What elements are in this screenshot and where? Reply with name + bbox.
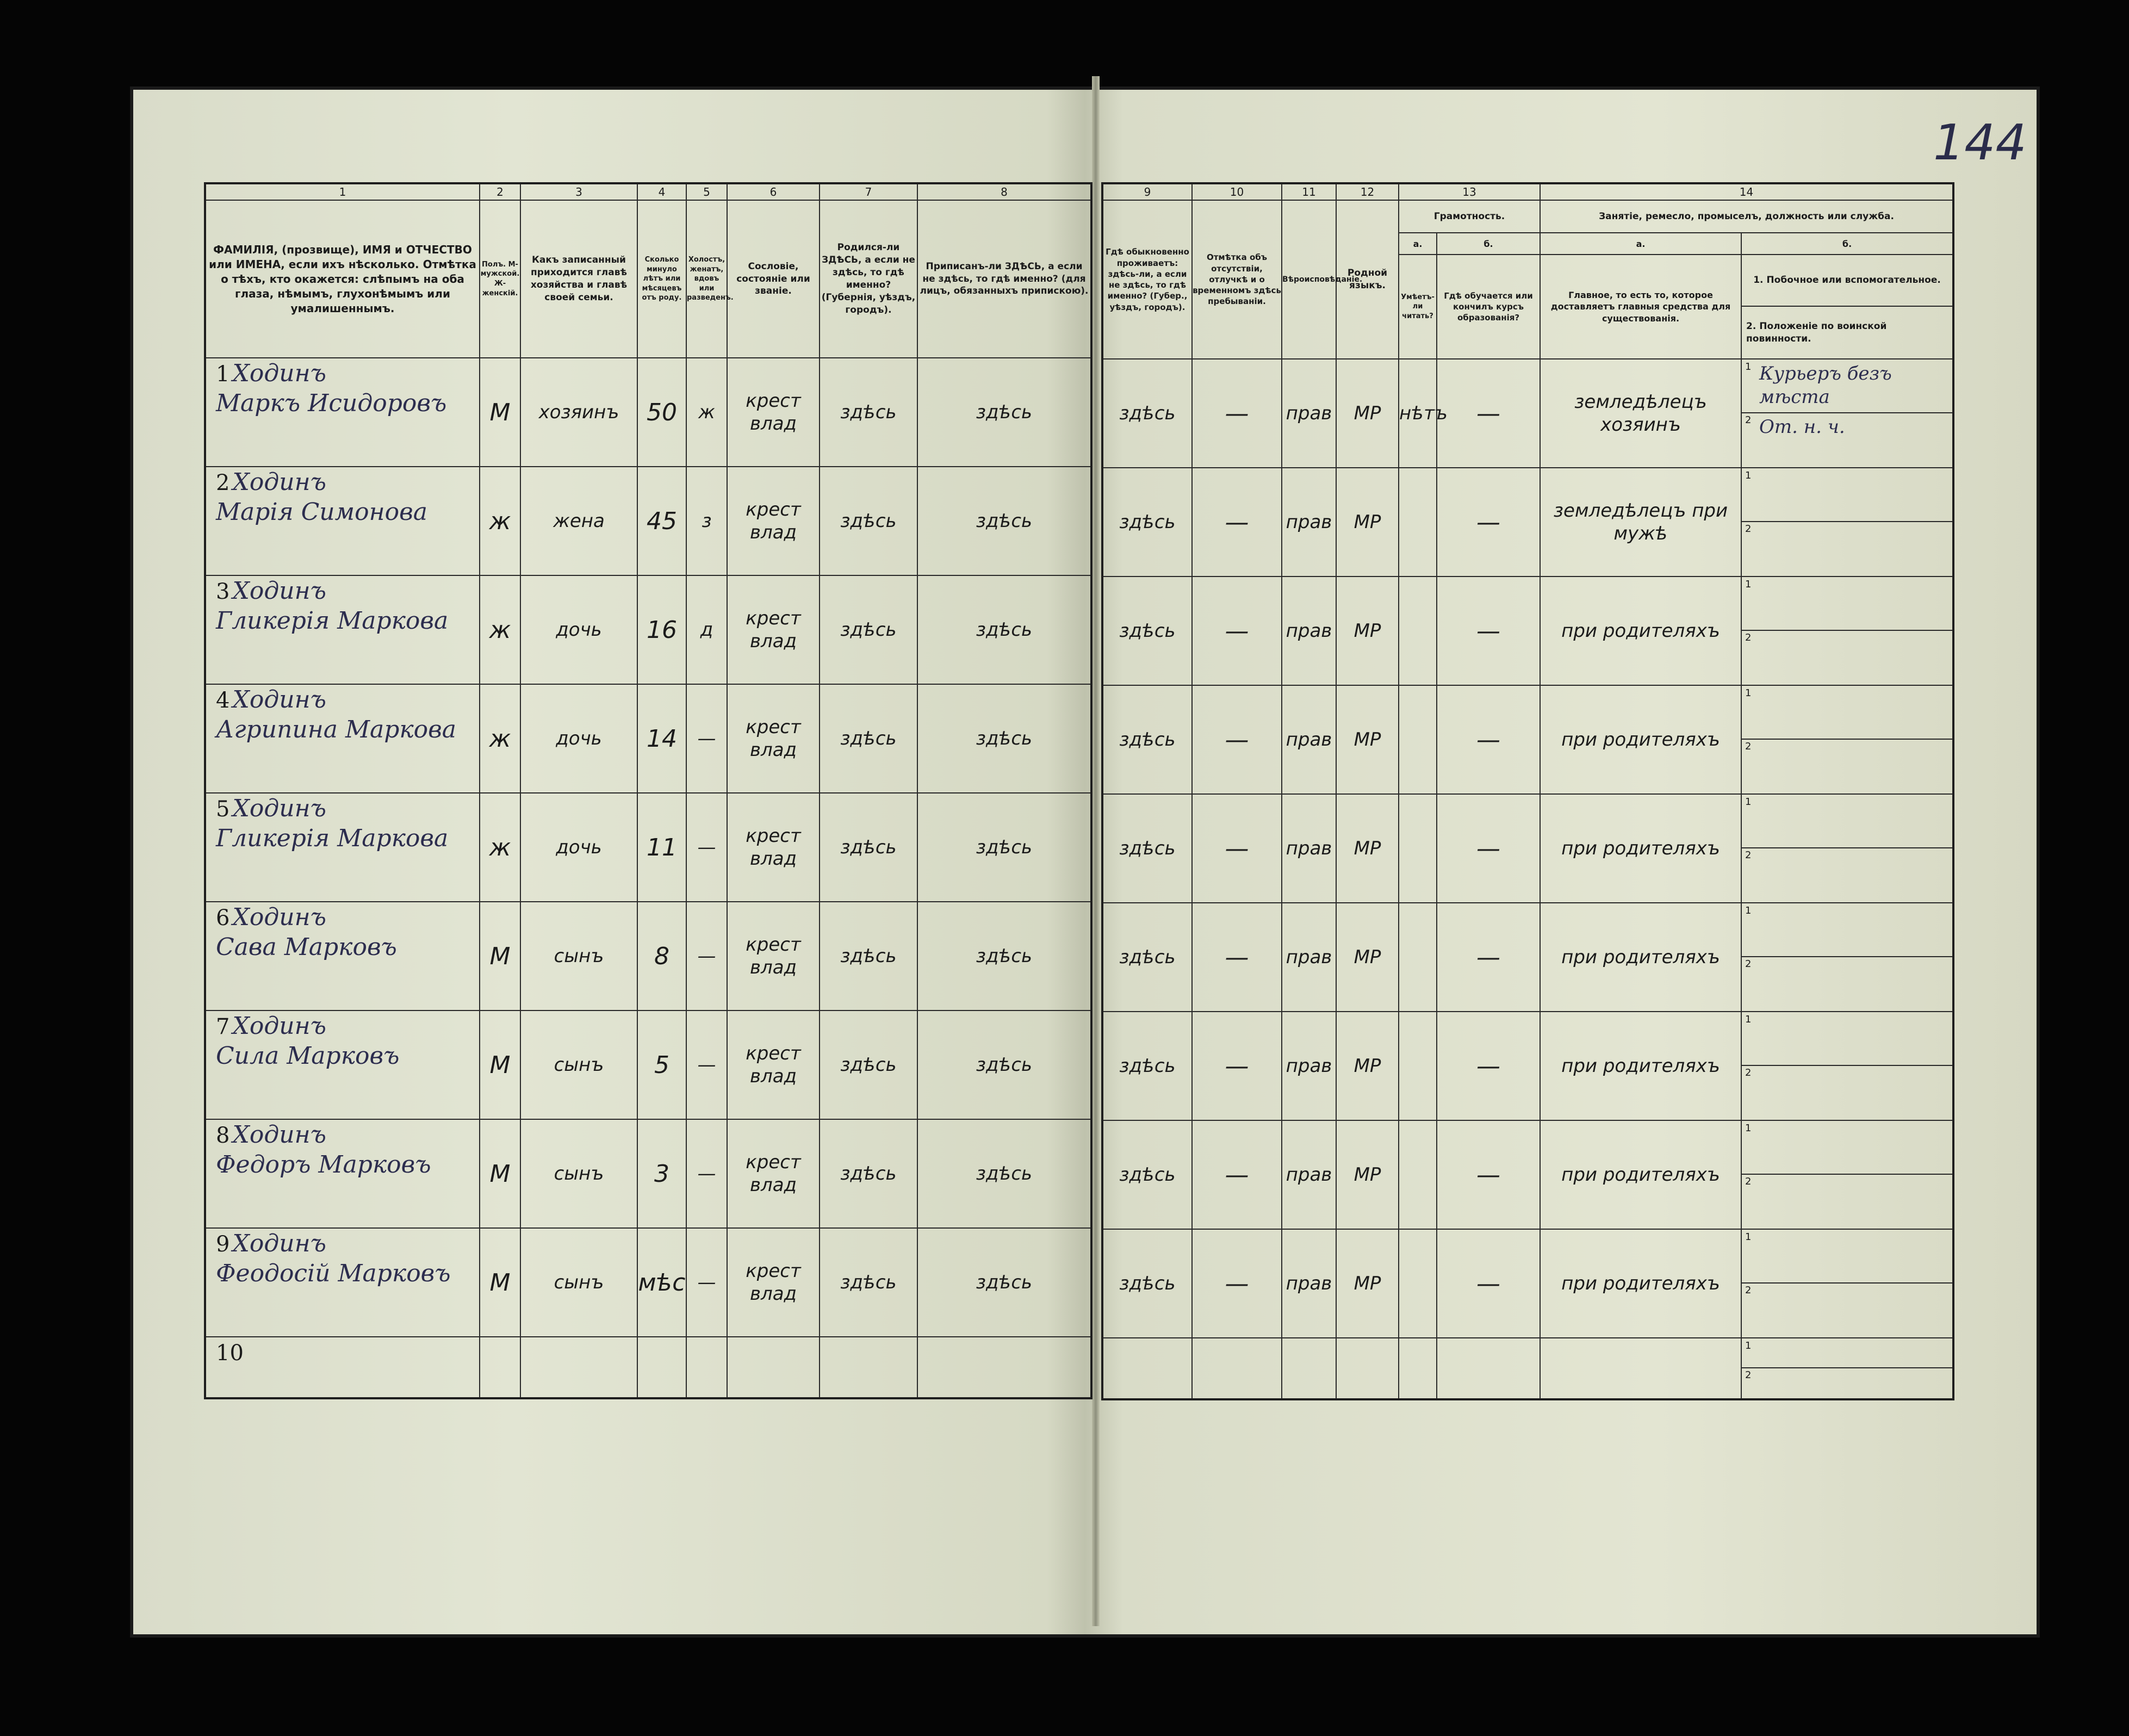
main-occupation: земледѣлецъ хозяинъ: [1540, 359, 1741, 468]
absence: —: [1192, 903, 1282, 1012]
sex: ж: [480, 684, 520, 793]
sub-a: а.: [1399, 233, 1437, 255]
name-cell: [205, 1010, 480, 1119]
slot-number: 2: [1745, 1369, 1752, 1381]
absence: —: [1192, 794, 1282, 903]
religion: [1282, 1338, 1336, 1399]
given-name: Сава Марковъ: [216, 933, 397, 961]
row-number: 3: [216, 579, 230, 604]
religion: прав: [1282, 359, 1336, 468]
residence: [1102, 1338, 1192, 1399]
household-row: [1102, 468, 1953, 576]
sex: ж: [480, 575, 520, 684]
age: 45: [637, 467, 686, 575]
side-slot-1: [1742, 1339, 1952, 1368]
registration: [917, 1337, 1091, 1398]
header-religion: Вѣроисповѣданіе.: [1282, 200, 1336, 359]
residence: здѣсь: [1102, 903, 1192, 1012]
left-column-numbers: [205, 183, 1091, 200]
religion: прав: [1282, 1229, 1336, 1338]
main-occupation: [1540, 1338, 1741, 1399]
slot-number: 2: [1745, 850, 1752, 861]
given-name: Маркъ Исидоровъ: [216, 389, 447, 417]
slot-number: 2: [1745, 741, 1752, 752]
estate: крест влад: [727, 1228, 820, 1337]
age: 16: [637, 575, 686, 684]
education: —: [1437, 1012, 1540, 1120]
header-sex: Полъ. М-мужской. Ж-женскій.: [480, 200, 520, 358]
household-row: [205, 793, 1091, 902]
side-slot-2: [1742, 631, 1952, 684]
name-cell: [205, 467, 480, 575]
header-language: Родной языкъ.: [1336, 200, 1399, 359]
language: МР: [1336, 468, 1399, 576]
side-slot-1: [1742, 1121, 1952, 1175]
name-cell: [205, 1119, 480, 1228]
surname: Ходинъ: [232, 1230, 326, 1257]
residence: здѣсь: [1102, 794, 1192, 903]
surname: Ходинъ: [232, 468, 326, 496]
col-number: 9: [1102, 183, 1192, 200]
header-main-occupation: Главное, то есть то, которое доставляетъ главныя средства для существованія.: [1540, 255, 1741, 359]
side-slot-2: [1742, 1368, 1952, 1398]
household-row: [205, 1228, 1091, 1337]
residence: здѣсь: [1102, 576, 1192, 685]
main-occupation: при родителяхъ: [1540, 1012, 1741, 1120]
right-column-headers-top: [1102, 200, 1953, 233]
residence: здѣсь: [1102, 685, 1192, 794]
slot-number: 2: [1745, 632, 1752, 643]
relation: [520, 1337, 637, 1398]
header-born: Родился-ли ЗДѢСЬ, а если не здѣсь, то гдѣ именно? (Губернія, уѣздъ, городъ).: [820, 200, 917, 358]
religion: прав: [1282, 468, 1336, 576]
given-name: Федоръ Марковъ: [216, 1151, 431, 1179]
side-slot-1: [1742, 686, 1952, 740]
household-row: [1102, 1012, 1953, 1120]
side-occupation: [1741, 794, 1953, 903]
education: —: [1437, 468, 1540, 576]
can-read: [1399, 1012, 1437, 1120]
sex: ж: [480, 467, 520, 575]
name-cell: [205, 1228, 480, 1337]
estate: крест влад: [727, 358, 820, 467]
education: [1437, 1338, 1540, 1399]
row-number: 4: [216, 688, 230, 713]
given-name: Гликерія Маркова: [216, 607, 449, 635]
household-row: [1102, 1338, 1953, 1399]
absence: —: [1192, 685, 1282, 794]
side-slot-2: [1742, 522, 1952, 575]
education: —: [1437, 1229, 1540, 1338]
birthplace: здѣсь: [820, 467, 917, 575]
absence: —: [1192, 576, 1282, 685]
side-occupation: [1741, 1338, 1953, 1399]
birthplace: здѣсь: [820, 793, 917, 902]
sex: М: [480, 1119, 520, 1228]
marital-status: —: [686, 684, 727, 793]
slot-number: 1: [1745, 470, 1752, 481]
name-cell: [205, 902, 480, 1010]
header-age: Сколько минуло лѣтъ или мѣсяцевъ отъ роду.: [637, 200, 686, 358]
sub-b: б.: [1741, 233, 1953, 255]
registration: здѣсь: [917, 1119, 1091, 1228]
language: МР: [1336, 1012, 1399, 1120]
education: —: [1437, 794, 1540, 903]
side-occupation: [1741, 1012, 1953, 1120]
estate: крест влад: [727, 1119, 820, 1228]
side-slot-2: [1742, 1175, 1952, 1228]
side-occupation: [1741, 576, 1953, 685]
religion: прав: [1282, 1012, 1336, 1120]
sex: [480, 1337, 520, 1398]
household-row: [205, 684, 1091, 793]
slot-number: 1: [1745, 1123, 1752, 1134]
col-number: 14: [1540, 183, 1953, 200]
header-education: Гдѣ обучается или кончилъ курсъ образованія?: [1437, 255, 1540, 359]
side-slot-2: [1742, 957, 1952, 1010]
absence: —: [1192, 1229, 1282, 1338]
slot-number: 2: [1745, 414, 1752, 426]
left-page-table: [204, 182, 1093, 1399]
header-residence: Гдѣ обыкновенно проживаетъ: здѣсь-ли, а если не здѣсь, то гдѣ именно? (Губер., уѣздъ, городъ).: [1102, 200, 1192, 359]
col-number: 4: [637, 183, 686, 200]
side-occupation-text: Курьеръ безъ мѣста: [1759, 363, 1892, 408]
registration: здѣсь: [917, 902, 1091, 1010]
birthplace: [820, 1337, 917, 1398]
main-occupation: при родителяхъ: [1540, 1229, 1741, 1338]
absence: —: [1192, 359, 1282, 468]
side-occupation: [1741, 903, 1953, 1012]
side-slot-1: [1742, 469, 1952, 522]
household-row: [205, 1119, 1091, 1228]
slot-number: 2: [1745, 1285, 1752, 1296]
side-occupation: [1741, 1120, 1953, 1229]
relation: дочь: [520, 793, 637, 902]
side-slot-1: [1742, 1013, 1952, 1066]
education: —: [1437, 685, 1540, 794]
language: МР: [1336, 1120, 1399, 1229]
religion: прав: [1282, 903, 1336, 1012]
row-number: 9: [216, 1232, 230, 1257]
household-row: [205, 575, 1091, 684]
name-cell: [205, 793, 480, 902]
col-number: 8: [917, 183, 1091, 200]
residence: здѣсь: [1102, 468, 1192, 576]
household-row: [205, 1010, 1091, 1119]
surname: Ходинъ: [232, 903, 326, 931]
can-read: нѣтъ: [1399, 359, 1437, 468]
can-read: [1399, 794, 1437, 903]
relation: хозяинъ: [520, 358, 637, 467]
row-number: 2: [216, 470, 230, 495]
surname: Ходинъ: [232, 1121, 326, 1149]
slot-number: 1: [1745, 1014, 1752, 1025]
can-read: [1399, 468, 1437, 576]
language: МР: [1336, 1229, 1399, 1338]
estate: крест влад: [727, 575, 820, 684]
age: 5: [637, 1010, 686, 1119]
relation: дочь: [520, 684, 637, 793]
side-slot-1: [1742, 904, 1952, 957]
left-rows: [205, 358, 1091, 1398]
household-row: [205, 467, 1091, 575]
education: —: [1437, 359, 1540, 468]
main-occupation: при родителяхъ: [1540, 685, 1741, 794]
side-occupation: [1741, 359, 1953, 468]
main-occupation: при родителяхъ: [1540, 576, 1741, 685]
slot-number: 1: [1745, 905, 1752, 916]
side-occupation: [1741, 468, 1953, 576]
side-occupation: [1741, 1229, 1953, 1338]
birthplace: здѣсь: [820, 1228, 917, 1337]
residence: здѣсь: [1102, 1120, 1192, 1229]
sex: М: [480, 1010, 520, 1119]
row-number: 1: [216, 362, 230, 387]
marital-status: —: [686, 793, 727, 902]
relation: жена: [520, 467, 637, 575]
marital-status: —: [686, 1228, 727, 1337]
birthplace: здѣсь: [820, 684, 917, 793]
language: МР: [1336, 685, 1399, 794]
marital-status: [686, 1337, 727, 1398]
side-slot-1: [1742, 578, 1952, 631]
header-estate: Сословіе, состояніе или званіе.: [727, 200, 820, 358]
registration: здѣсь: [917, 684, 1091, 793]
education: —: [1437, 903, 1540, 1012]
col-number: 2: [480, 183, 520, 200]
header-side-2: 2. Положеніе по воинской повинности.: [1746, 320, 1887, 344]
header-absence: Отмѣтка объ отсутствіи, отлучкѣ и о временномъ здѣсь пребываніи.: [1192, 200, 1282, 359]
slot-number: 2: [1745, 523, 1752, 535]
language: МР: [1336, 576, 1399, 685]
main-occupation: при родителяхъ: [1540, 903, 1741, 1012]
row-number: 8: [216, 1123, 230, 1148]
col-number: 6: [727, 183, 820, 200]
can-read: [1399, 1120, 1437, 1229]
slot-number: 1: [1745, 1231, 1752, 1243]
surname: Ходинъ: [232, 795, 326, 822]
surname: Ходинъ: [232, 577, 326, 605]
age: 50: [637, 358, 686, 467]
given-name: Гликерія Маркова: [216, 824, 449, 852]
sex: ж: [480, 793, 520, 902]
language: МР: [1336, 359, 1399, 468]
slot-number: 1: [1745, 579, 1752, 590]
slot-number: 2: [1745, 958, 1752, 970]
household-row: [1102, 685, 1953, 794]
col-number: 12: [1336, 183, 1399, 200]
marital-status: —: [686, 1119, 727, 1228]
language: [1336, 1338, 1399, 1399]
language: МР: [1336, 794, 1399, 903]
given-name: Феодосій Марковъ: [216, 1260, 451, 1287]
col-number: 13: [1399, 183, 1540, 200]
slot-number: 1: [1745, 1340, 1752, 1351]
birthplace: здѣсь: [820, 575, 917, 684]
age: 8: [637, 902, 686, 1010]
birthplace: здѣсь: [820, 358, 917, 467]
right-rows: [1102, 359, 1953, 1399]
page-fold: [1092, 76, 1100, 1626]
right-page-table: [1101, 182, 1954, 1400]
can-read: [1399, 903, 1437, 1012]
age: мѣс: [637, 1228, 686, 1337]
page-number: 144: [1933, 114, 2027, 171]
side-slot-2: [1742, 1066, 1952, 1119]
sex: М: [480, 1228, 520, 1337]
military-status-text: От. н. ч.: [1759, 416, 1845, 438]
estate: [727, 1337, 820, 1398]
side-slot-2: [1742, 413, 1952, 467]
given-name: Марія Симонова: [216, 498, 427, 526]
sub-a: а.: [1540, 233, 1741, 255]
header-registered: Приписанъ-ли ЗДѢСЬ, а если не здѣсь, то гдѣ именно? (для лицъ, обязанныхъ припискою).: [917, 200, 1091, 358]
header-can-read: Умѣетъ-ли читать?: [1399, 255, 1437, 359]
age: 3: [637, 1119, 686, 1228]
residence: здѣсь: [1102, 359, 1192, 468]
estate: крест влад: [727, 467, 820, 575]
residence: здѣсь: [1102, 1012, 1192, 1120]
col-number: 7: [820, 183, 917, 200]
age: [637, 1337, 686, 1398]
relation: сынъ: [520, 1228, 637, 1337]
registration: здѣсь: [917, 1228, 1091, 1337]
main-occupation: земледѣлецъ при мужѣ: [1540, 468, 1741, 576]
age: 14: [637, 684, 686, 793]
religion: прав: [1282, 794, 1336, 903]
birthplace: здѣсь: [820, 902, 917, 1010]
name-cell: [205, 684, 480, 793]
relation: дочь: [520, 575, 637, 684]
education: —: [1437, 576, 1540, 685]
header-relation: Какъ записанный приходится главѣ хозяйства и главѣ своей семьи.: [520, 200, 637, 358]
relation: сынъ: [520, 1010, 637, 1119]
side-slot-2: [1742, 740, 1952, 793]
slot-number: 2: [1745, 1176, 1752, 1187]
side-slot-1: [1742, 795, 1952, 848]
side-slot-2: [1742, 1284, 1952, 1337]
marital-status: —: [686, 902, 727, 1010]
left-column-headers: [205, 200, 1091, 358]
name-cell: [205, 575, 480, 684]
marital-status: —: [686, 1010, 727, 1119]
slot-number: 1: [1745, 687, 1752, 699]
registration: здѣсь: [917, 358, 1091, 467]
relation: сынъ: [520, 902, 637, 1010]
sex: М: [480, 358, 520, 467]
sub-b: б.: [1437, 233, 1540, 255]
religion: прав: [1282, 1120, 1336, 1229]
household-row: [205, 1337, 1091, 1398]
slot-number: 2: [1745, 1067, 1752, 1078]
marital-status: ж: [686, 358, 727, 467]
header-literacy: Грамотность.: [1399, 200, 1540, 233]
birthplace: здѣсь: [820, 1119, 917, 1228]
row-number: 6: [216, 906, 230, 931]
row-number: 5: [216, 797, 230, 822]
household-row: [1102, 1120, 1953, 1229]
surname: Ходинъ: [232, 686, 326, 714]
name-cell: [205, 1337, 480, 1398]
language: МР: [1336, 903, 1399, 1012]
col-number: 5: [686, 183, 727, 200]
col-number: 3: [520, 183, 637, 200]
estate: крест влад: [727, 684, 820, 793]
religion: прав: [1282, 685, 1336, 794]
given-name: Сила Марковъ: [216, 1042, 400, 1070]
absence: —: [1192, 468, 1282, 576]
row-number: 7: [216, 1014, 230, 1039]
slot-number: 1: [1745, 361, 1752, 373]
education: —: [1437, 1120, 1540, 1229]
household-row: [205, 902, 1091, 1010]
right-column-numbers: [1102, 183, 1953, 200]
col-number: 1: [205, 183, 480, 200]
side-slot-2: [1742, 848, 1952, 902]
registration: здѣсь: [917, 1010, 1091, 1119]
absence: [1192, 1338, 1282, 1399]
col-number: 10: [1192, 183, 1282, 200]
relation: сынъ: [520, 1119, 637, 1228]
surname: Ходинъ: [232, 1012, 326, 1040]
registration: здѣсь: [917, 467, 1091, 575]
surname: Ходинъ: [232, 359, 326, 387]
registration: здѣсь: [917, 575, 1091, 684]
marital-status: д: [686, 575, 727, 684]
header-marital: Холостъ, женатъ, вдовъ или разведенъ.: [686, 200, 727, 358]
col-number: 11: [1282, 183, 1336, 200]
main-occupation: при родителяхъ: [1540, 1120, 1741, 1229]
header-side-1: 1. Побочное или вспомогательное.: [1742, 255, 1952, 307]
birthplace: здѣсь: [820, 1010, 917, 1119]
estate: крест влад: [727, 902, 820, 1010]
main-occupation: при родителяхъ: [1540, 794, 1741, 903]
header-name: ФАМИЛІЯ, (прозвище), ИМЯ и ОТЧЕСТВО или ИМЕНА, если ихъ нѣсколько. Отмѣтка о тѣхъ, кто окажется: слѣпымъ на оба глаза, нѣмымъ, глухонѣмымъ или умалишеннымъ.: [205, 200, 480, 358]
header-side-occupation: [1741, 255, 1953, 359]
can-read: [1399, 576, 1437, 685]
header-occupation: Занятіе, ремесло, промыселъ, должность или служба.: [1540, 200, 1953, 233]
can-read: [1399, 1229, 1437, 1338]
residence: здѣсь: [1102, 1229, 1192, 1338]
household-row: [1102, 359, 1953, 468]
registration: здѣсь: [917, 793, 1091, 902]
name-cell: [205, 358, 480, 467]
household-row: [1102, 1229, 1953, 1338]
given-name: Агрипина Маркова: [216, 716, 456, 743]
religion: прав: [1282, 576, 1336, 685]
sex: М: [480, 902, 520, 1010]
absence: —: [1192, 1120, 1282, 1229]
age: 11: [637, 793, 686, 902]
side-occupation: [1741, 685, 1953, 794]
can-read: [1399, 685, 1437, 794]
estate: крест влад: [727, 793, 820, 902]
household-row: [1102, 794, 1953, 903]
household-row: [205, 358, 1091, 467]
marital-status: з: [686, 467, 727, 575]
row-number: 10: [216, 1341, 244, 1366]
slot-number: 1: [1745, 796, 1752, 808]
side-slot-1: [1742, 360, 1952, 413]
absence: —: [1192, 1012, 1282, 1120]
side-slot-1: [1742, 1230, 1952, 1284]
household-row: [1102, 903, 1953, 1012]
can-read: [1399, 1338, 1437, 1399]
estate: крест влад: [727, 1010, 820, 1119]
household-row: [1102, 576, 1953, 685]
